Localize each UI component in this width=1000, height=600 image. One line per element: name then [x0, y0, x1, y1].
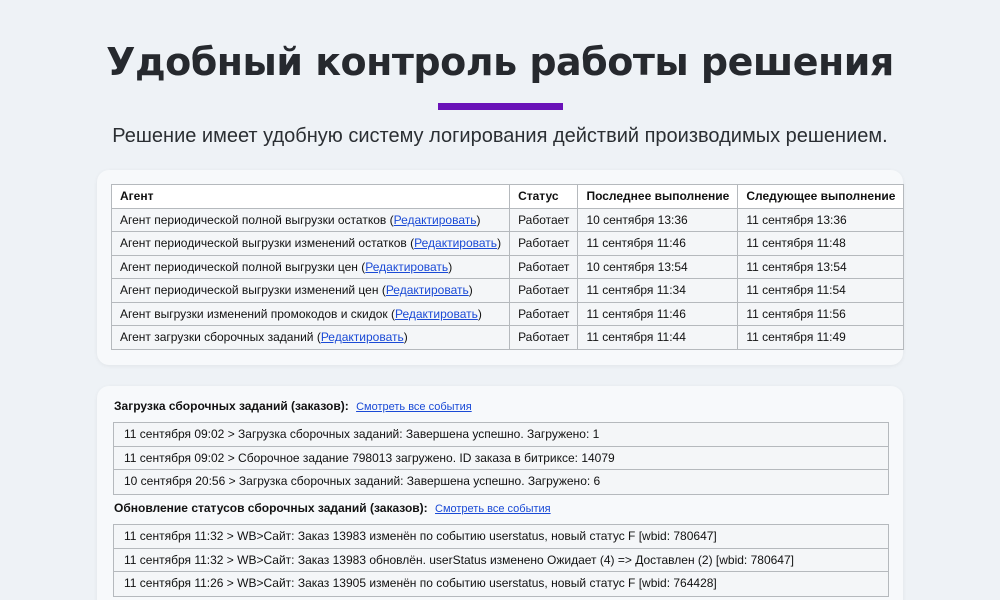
agent-name-cell: Агент загрузки сборочных заданий (Редактировать): [112, 326, 510, 350]
agents-card: [97, 170, 903, 365]
agent-last-run: 11 сентября 11:34: [578, 279, 738, 303]
log-entry: 11 сентября 09:02 > Сборочное задание 798013 загружено. ID заказа в битриксе: 14079: [114, 447, 888, 471]
agents-table-header: [112, 185, 904, 209]
agent-next-run: 11 сентября 11:48: [738, 232, 904, 256]
agent-name-cell: Агент периодической полной выгрузки остатков (Редактировать): [112, 208, 510, 232]
agent-status: Работает: [510, 326, 578, 350]
agent-name: Агент периодической выгрузки изменений остатков: [120, 236, 407, 251]
agent-name: Агент периодической выгрузки изменений цен: [120, 283, 379, 298]
page-subtitle: Решение имеет удобную систему логирования действий производимых решением.: [112, 125, 888, 147]
column-header-last-run: Последнее выполнение: [578, 185, 738, 209]
agent-next-run: 11 сентября 11:49: [738, 326, 904, 350]
agent-last-run: 11 сентября 11:46: [578, 232, 738, 256]
table-row: [112, 326, 904, 350]
log-entry: 11 сентября 09:02 > Загрузка сборочных заданий: Завершена успешно. Загружено: 1: [114, 423, 888, 447]
page-title: Удобный контроль работы решения: [106, 40, 894, 84]
edit-link[interactable]: Редактировать: [320, 330, 404, 345]
agent-status: Работает: [510, 302, 578, 326]
agent-next-run: 11 сентября 13:36: [738, 208, 904, 232]
edit-link[interactable]: Редактировать: [385, 283, 469, 298]
agent-next-run: 11 сентября 11:54: [738, 279, 904, 303]
agent-name: Агент выгрузки изменений промокодов и скидок: [120, 306, 388, 321]
agent-last-run: 10 сентября 13:54: [578, 255, 738, 279]
log-entry: 11 сентября 11:32 > WB>Сайт: Заказ 13983 изменён по событию userstatus, новый статус F [wbid: 780647]: [114, 525, 888, 549]
log-entry: 10 сентября 20:56 > Загрузка сборочных заданий: Завершена успешно. Загружено: 6: [124, 474, 601, 488]
title-underline: [438, 103, 563, 110]
column-header-status: Статус: [510, 185, 578, 209]
table-row: [112, 232, 904, 256]
table-row: [112, 279, 904, 303]
table-row: [112, 302, 904, 326]
agent-last-run: 11 сентября 11:44: [578, 326, 738, 350]
column-header-agent: Агент: [112, 185, 510, 209]
agent-next-run: 11 сентября 13:54: [738, 255, 904, 279]
agents-table: [111, 184, 904, 350]
table-row: [112, 255, 904, 279]
edit-link[interactable]: Редактировать: [394, 306, 478, 321]
agent-last-run: 11 сентября 11:46: [578, 302, 738, 326]
edit-link[interactable]: Редактировать: [365, 259, 449, 274]
agent-status: Работает: [510, 232, 578, 256]
agent-name: Агент периодической полной выгрузки остатков: [120, 212, 387, 227]
orders-load-log: [113, 422, 889, 495]
agent-name-cell: Агент периодической выгрузки изменений цен (Редактировать): [112, 279, 510, 303]
status-update-title: Обновление статусов сборочных заданий (заказов):: [114, 501, 428, 515]
status-update-log: [113, 524, 889, 597]
log-entry: 11 сентября 11:32 > WB>Сайт: Заказ 13983 обновлён. userStatus изменено Ожидает (4) => Доставлен (2) [wbid: 780647]: [114, 549, 888, 573]
agent-name: Агент периодической полной выгрузки цен: [120, 259, 358, 274]
logs-card: [97, 386, 903, 600]
table-row: [112, 208, 904, 232]
agent-last-run: 10 сентября 13:36: [578, 208, 738, 232]
view-all-events-link[interactable]: Смотреть все события: [435, 503, 551, 515]
edit-link[interactable]: Редактировать: [414, 236, 498, 251]
orders-load-title: Загрузка сборочных заданий (заказов):: [114, 399, 349, 413]
agent-name: Агент загрузки сборочных заданий: [120, 330, 314, 345]
column-header-next-run: Следующее выполнение: [738, 185, 904, 209]
agent-status: Работает: [510, 208, 578, 232]
agent-name-cell: Агент выгрузки изменений промокодов и скидок (Редактировать): [112, 302, 510, 326]
status-update-heading: [114, 501, 551, 515]
orders-load-heading: [114, 399, 472, 413]
edit-link[interactable]: Редактировать: [393, 212, 477, 227]
agent-status: Работает: [510, 279, 578, 303]
log-entry: 11 сентября 11:26 > WB>Сайт: Заказ 13905 изменён по событию userstatus, новый статус F [wbid: 764428]: [124, 576, 717, 590]
view-all-events-link[interactable]: Смотреть все события: [356, 401, 472, 413]
agent-status: Работает: [510, 255, 578, 279]
agent-name-cell: Агент периодической выгрузки изменений остатков (Редактировать): [112, 232, 510, 256]
agent-next-run: 11 сентября 11:56: [738, 302, 904, 326]
agent-name-cell: Агент периодической полной выгрузки цен (Редактировать): [112, 255, 510, 279]
